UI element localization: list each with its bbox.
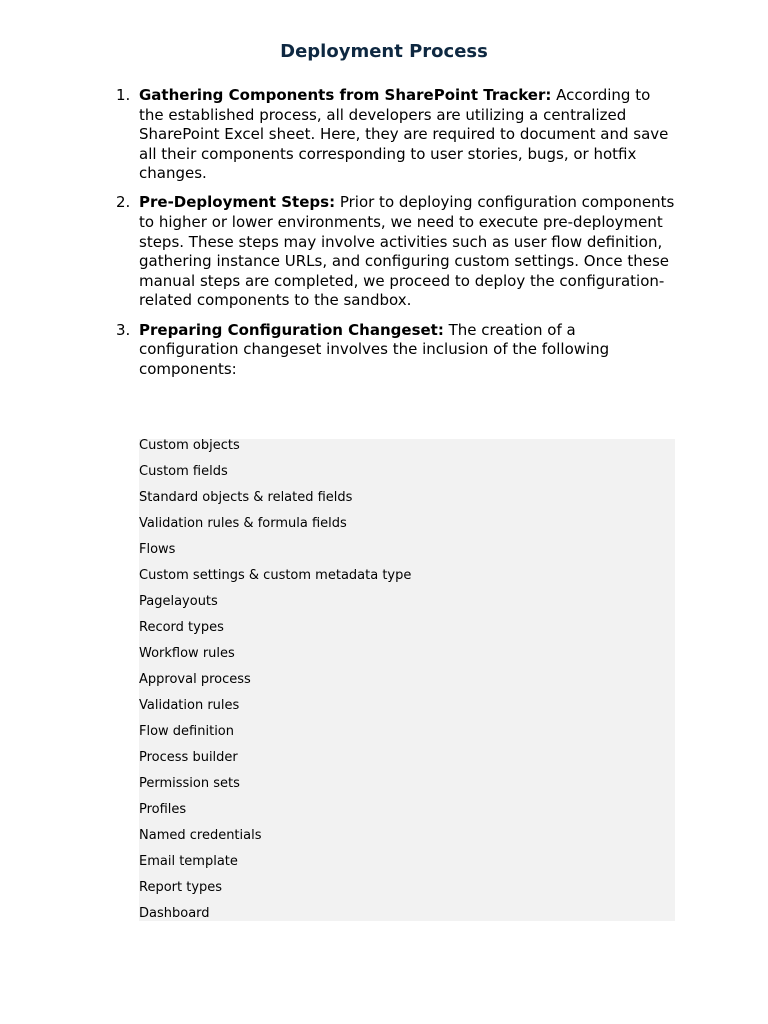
component-item: Email template: [139, 854, 238, 869]
component-item: Workflow rules: [139, 646, 235, 661]
page-title: Deployment Process: [280, 41, 488, 62]
step-title: Pre-Deployment Steps:: [139, 193, 336, 212]
component-item: Named credentials: [139, 828, 262, 843]
component-item: Custom objects: [139, 438, 240, 453]
step-body: The creation of a configuration changeset involves the inclusion of the following components:: [139, 320, 610, 378]
component-item: Report types: [139, 880, 223, 895]
component-item: Record types: [139, 620, 224, 635]
component-item: Approval process: [139, 672, 251, 687]
step-number: 3.: [116, 320, 131, 339]
component-item: Dashboard: [139, 906, 210, 921]
component-item: Validation rules: [139, 698, 240, 713]
component-item: Flow definition: [139, 724, 234, 739]
step-title: Gathering Components from SharePoint Tracker:: [139, 86, 552, 104]
step-number: 2.: [116, 193, 131, 212]
components-list: [139, 439, 675, 921]
component-item: Custom settings & custom metadata type: [139, 568, 412, 583]
component-item: Profiles: [139, 802, 187, 817]
step-number: 1.: [116, 86, 131, 104]
step-item: [116, 320, 679, 380]
component-item: Permission sets: [139, 776, 240, 791]
component-item: Process builder: [139, 750, 238, 765]
step-item: [116, 86, 679, 184]
component-item: Validation rules & formula fields: [139, 516, 347, 531]
component-item: Pagelayouts: [139, 594, 218, 609]
step-title: Preparing Configuration Changeset:: [139, 320, 444, 339]
component-item: Flows: [139, 542, 176, 557]
step-body: According to the established process, all developers are utilizing a centralized SharePoint Excel sheet. Here, they are required to document and save all their components corresponding to user stories, bugs, or hotfix changes.: [139, 86, 669, 183]
component-item: Custom fields: [139, 464, 228, 479]
component-item: Standard objects & related fields: [139, 490, 353, 505]
step-body: Prior to deploying configuration components to higher or lower environments, we need to execute pre-deployment steps. These steps may involve activities such as user flow definition, gathering instance URLs, and configuring custom settings. Once these manual steps are completed, we proceed to deploy the configuration-related components to the sandbox.: [139, 193, 675, 310]
step-item: [116, 193, 679, 311]
steps-list: [116, 86, 679, 389]
